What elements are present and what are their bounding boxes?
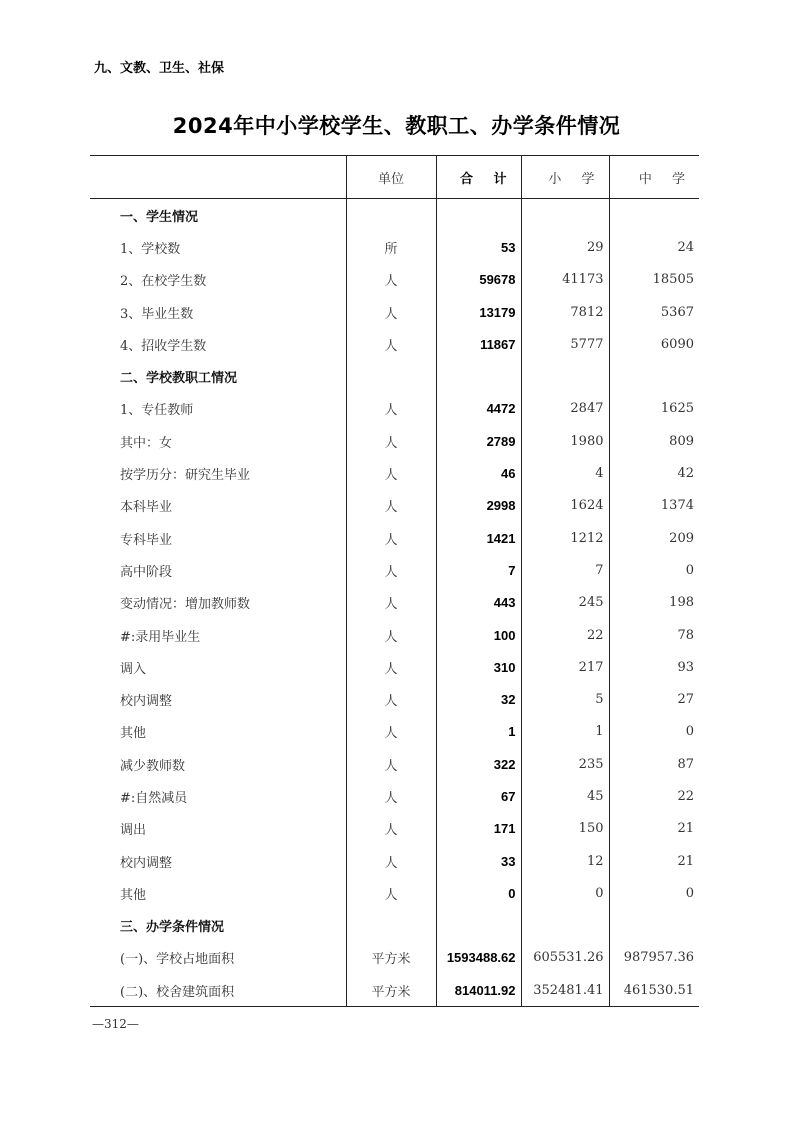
row-primary-school: [521, 910, 609, 942]
table-row: [90, 716, 699, 748]
row-total: 2998: [436, 490, 521, 522]
row-unit: 人: [346, 296, 436, 328]
row-unit: [346, 199, 436, 232]
row-unit: 人: [346, 845, 436, 877]
table-row: [90, 522, 699, 554]
row-label: 1、专任教师: [120, 403, 194, 419]
row-unit: 人: [346, 554, 436, 586]
row-secondary-school: 21: [609, 813, 699, 845]
row-total: 0: [436, 877, 521, 909]
row-primary-school: 12: [521, 845, 609, 877]
row-secondary-school: 22: [609, 780, 699, 812]
row-label: 1、学校数: [120, 241, 181, 257]
table-row: [90, 845, 699, 877]
row-unit: 人: [346, 328, 436, 360]
row-total: 7: [436, 554, 521, 586]
row-unit: 人: [346, 393, 436, 425]
row-label: #:录用毕业生: [120, 629, 201, 645]
row-secondary-school: 0: [609, 877, 699, 909]
row-total: 2789: [436, 425, 521, 457]
header-label: [90, 156, 346, 199]
table-header-row: [90, 156, 699, 199]
row-primary-school: 7812: [521, 296, 609, 328]
row-label: (二)、校舍建筑面积: [90, 974, 346, 1007]
row-label: 本科毕业: [120, 500, 173, 516]
table-category-row: [90, 360, 699, 392]
row-total: 33: [436, 845, 521, 877]
row-label: 变动情况：增加教师数: [120, 597, 251, 613]
row-total: 814011.92: [436, 974, 521, 1007]
row-unit: [346, 910, 436, 942]
row-secondary-school: 24: [609, 231, 699, 263]
row-unit: 人: [346, 490, 436, 522]
row-primary-school: 41173: [521, 264, 609, 296]
table-row: [90, 554, 699, 586]
row-secondary-school: 93: [609, 651, 699, 683]
row-label: 一、学生情况: [120, 209, 199, 225]
row-unit: 人: [346, 651, 436, 683]
row-primary-school: 1624: [521, 490, 609, 522]
row-secondary-school: [609, 199, 699, 232]
row-secondary-school: 6090: [609, 328, 699, 360]
row-primary-school: 7: [521, 554, 609, 586]
table-row: [90, 974, 699, 1007]
row-total: 1421: [436, 522, 521, 554]
row-label: 调入: [120, 661, 147, 677]
row-total: [436, 910, 521, 942]
row-unit: [346, 360, 436, 392]
row-secondary-school: 1374: [609, 490, 699, 522]
row-primary-school: 235: [521, 748, 609, 780]
row-unit: 人: [346, 587, 436, 619]
row-primary-school: 22: [521, 619, 609, 651]
row-label: 三、办学条件情况: [120, 920, 225, 936]
row-primary-school: 5777: [521, 328, 609, 360]
row-secondary-school: [609, 910, 699, 942]
row-primary-school: 5: [521, 683, 609, 715]
row-unit: 平方米: [346, 974, 436, 1007]
section-header: 九、文教、卫生、社保: [94, 61, 225, 76]
row-total: 53: [436, 231, 521, 263]
table-row: [90, 587, 699, 619]
row-unit: 人: [346, 877, 436, 909]
row-secondary-school: 209: [609, 522, 699, 554]
header-secondary-school: 中 学: [609, 156, 699, 199]
table-row: [90, 264, 699, 296]
row-total: 11867: [436, 328, 521, 360]
row-total: 443: [436, 587, 521, 619]
row-primary-school: 605531.26: [521, 942, 609, 974]
row-primary-school: 29: [521, 231, 609, 263]
row-primary-school: 4: [521, 457, 609, 489]
row-primary-school: 1212: [521, 522, 609, 554]
table-row: [90, 457, 699, 489]
table-row: [90, 393, 699, 425]
row-secondary-school: 42: [609, 457, 699, 489]
table-row: [90, 683, 699, 715]
row-secondary-school: 809: [609, 425, 699, 457]
row-secondary-school: 198: [609, 587, 699, 619]
row-unit: 人: [346, 264, 436, 296]
row-primary-school: 245: [521, 587, 609, 619]
row-label: 减少教师数: [120, 758, 186, 774]
row-primary-school: 2847: [521, 393, 609, 425]
row-unit: 人: [346, 425, 436, 457]
row-unit: 所: [346, 231, 436, 263]
table-row: [90, 296, 699, 328]
row-unit: 人: [346, 813, 436, 845]
header-unit: 单位: [346, 156, 436, 199]
table-row: [90, 619, 699, 651]
row-total: 100: [436, 619, 521, 651]
page-title: 2024年中小学校学生、教职工、办学条件情况: [172, 114, 621, 138]
row-secondary-school: 987957.36: [609, 942, 699, 974]
table-row: [90, 780, 699, 812]
row-secondary-school: 5367: [609, 296, 699, 328]
row-total: 59678: [436, 264, 521, 296]
row-unit: 人: [346, 457, 436, 489]
row-secondary-school: 87: [609, 748, 699, 780]
row-label: 其中：女: [120, 435, 173, 451]
row-primary-school: [521, 360, 609, 392]
row-primary-school: 1: [521, 716, 609, 748]
row-total: 13179: [436, 296, 521, 328]
table-row: [90, 748, 699, 780]
table-row: [90, 942, 699, 974]
row-label: 其他: [120, 726, 147, 742]
header-primary-school: 小 学: [521, 156, 609, 199]
row-unit: 人: [346, 522, 436, 554]
row-label: 2、在校学生数: [120, 274, 207, 290]
row-secondary-school: 27: [609, 683, 699, 715]
row-label: 校内调整: [120, 694, 173, 710]
table-row: [90, 328, 699, 360]
row-label: 其他: [120, 887, 147, 903]
row-total: [436, 360, 521, 392]
table-row: [90, 651, 699, 683]
row-total: [436, 199, 521, 232]
row-primary-school: 0: [521, 877, 609, 909]
statistics-table: [90, 155, 699, 1007]
row-unit: 人: [346, 716, 436, 748]
table-category-row: [90, 199, 699, 232]
row-unit: 人: [346, 748, 436, 780]
page-number: —312—: [92, 1017, 139, 1031]
header-total: 合 计: [436, 156, 521, 199]
row-total: 171: [436, 813, 521, 845]
table-row: [90, 425, 699, 457]
row-total: 310: [436, 651, 521, 683]
row-label: 专科毕业: [120, 532, 173, 548]
row-total: 4472: [436, 393, 521, 425]
row-total: 1: [436, 716, 521, 748]
row-secondary-school: 461530.51: [609, 974, 699, 1007]
row-label: 3、毕业生数: [120, 306, 194, 322]
row-unit: 人: [346, 619, 436, 651]
row-secondary-school: 18505: [609, 264, 699, 296]
row-unit: 人: [346, 683, 436, 715]
table-category-row: [90, 910, 699, 942]
row-label: 高中阶段: [120, 564, 173, 580]
row-secondary-school: 1625: [609, 393, 699, 425]
row-label: (一)、学校占地面积: [120, 952, 235, 968]
row-total: 67: [436, 780, 521, 812]
row-primary-school: 352481.41: [521, 974, 609, 1007]
row-label: 二、学校教职工情况: [120, 371, 238, 387]
row-total: 1593488.62: [436, 942, 521, 974]
row-label: 按学历分：研究生毕业: [120, 468, 251, 484]
row-label: #:自然减员: [120, 790, 188, 806]
row-total: 32: [436, 683, 521, 715]
table-row: [90, 231, 699, 263]
row-primary-school: 1980: [521, 425, 609, 457]
row-unit: 人: [346, 780, 436, 812]
row-label: 校内调整: [120, 855, 173, 871]
row-primary-school: 45: [521, 780, 609, 812]
row-secondary-school: [609, 360, 699, 392]
table-row: [90, 490, 699, 522]
table-row: [90, 877, 699, 909]
row-secondary-school: 0: [609, 716, 699, 748]
row-total: 322: [436, 748, 521, 780]
row-unit: 平方米: [346, 942, 436, 974]
row-label: 4、招收学生数: [120, 338, 207, 354]
row-secondary-school: 0: [609, 554, 699, 586]
row-total: 46: [436, 457, 521, 489]
row-primary-school: [521, 199, 609, 232]
row-secondary-school: 78: [609, 619, 699, 651]
row-primary-school: 217: [521, 651, 609, 683]
row-secondary-school: 21: [609, 845, 699, 877]
row-label: 调出: [120, 823, 147, 839]
row-primary-school: 150: [521, 813, 609, 845]
table-row: [90, 813, 699, 845]
